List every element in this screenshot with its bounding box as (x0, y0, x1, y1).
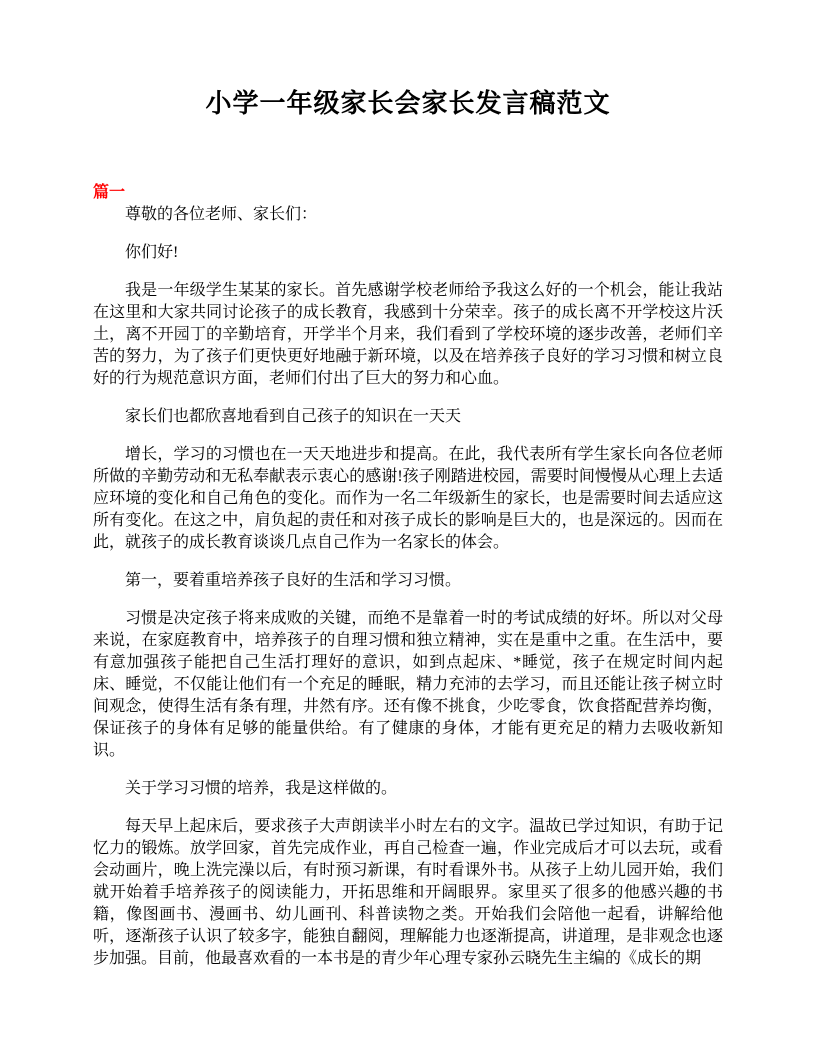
paragraph: 我是一年级学生某某的家长。首先感谢学校老师给予我这么好的一个机会，能让我站在这里和大家共同讨论孩子的成长教育，我感到十分荣幸。孩子的成长离不开学校这片沃土，离不开园丁的辛勤培育，开学半个月来，我们看到了学校环境的逐步改善，老师们辛苦的努力，为了孩子们更快更好地融于新环境，以及在培养孩子良好的学习习惯和树立良好的行为规范意识方面，老师们付出了巨大的努力和心血。 (93, 282, 723, 387)
document-title: 小学一年级家长会家长发言稿范文 (205, 89, 611, 118)
section-label: 篇一 (93, 184, 126, 201)
document-body (93, 204, 723, 970)
paragraph: 每天早上起床后，要求孩子大声朗读半小时左右的文字。温故已学过知识，有助于记忆力的锻炼。放学回家，首先完成作业，再自己检查一遍，作业完成后才可以去玩，或看会动画片，晚上洗完澡以后，有时预习新课，有时看课外书。从孩子上幼儿园开始，我们就开始着手培养孩子的阅读能力，开拓思维和开阔眼界。家里买了很多的他感兴趣的书籍，像图画书、漫画书、幼儿画刊、科普读物之类。开始我们会陪他一起看，讲解给他听，逐渐孩子认识了较多字，能独自翻阅，理解能力也逐渐提高，讲道理，是非观念也逐步加强。目前，他最喜欢看的一本书是的青少年心理专家孙云晓先生主编的《成长的期 (93, 818, 723, 967)
paragraph: 习惯是决定孩子将来成败的关键，而绝不是靠着一时的考试成绩的好坏。所以对父母来说，在家庭教育中，培养孩子的自理习惯和独立精神，实在是重中之重。在生活中，要有意加强孩子能把自己生活打理好的意识，如到点起床、*睡觉，孩子在规定时间内起床、睡觉，不仅能让他们有一个充足的睡眠，精力充沛的去学习，而且还能让孩子树立时间观念，使得生活有条有理，井然有序。还有像不挑食，少吃零食，饮食搭配营养均衡，保证孩子的身体有足够的能量供给。有了健康的身体，才能有更充足的精力去吸收新知识。 (93, 610, 723, 759)
paragraph-salutation: 尊敬的各位老师、家长们： (125, 206, 318, 223)
paragraph: 关于学习习惯的培养，我是这样做的。 (125, 780, 398, 797)
paragraph: 第一，要着重培养孩子良好的生活和学习习惯。 (125, 572, 462, 589)
paragraph-greeting: 你们好! (125, 244, 179, 261)
paragraph: 家长们也都欣喜地看到自己孩子的知识在一天天 (125, 408, 462, 425)
paragraph: 增长，学习的习惯也在一天天地进步和提高。在此，我代表所有学生家长向各位老师所做的辛勤劳动和无私奉献表示衷心的感谢!孩子刚踏进校园，需要时间慢慢从心理上去适应环境的变化和自己角色的变化。而作为一名二年级新生的家长，也是需要时间去适应这所有变化。在这之中，肩负起的责任和对孩子成长的影响是巨大的，也是深远的。因而在此，就孩子的成长教育谈谈几点自己作为一名家长的体会。 (93, 446, 723, 551)
